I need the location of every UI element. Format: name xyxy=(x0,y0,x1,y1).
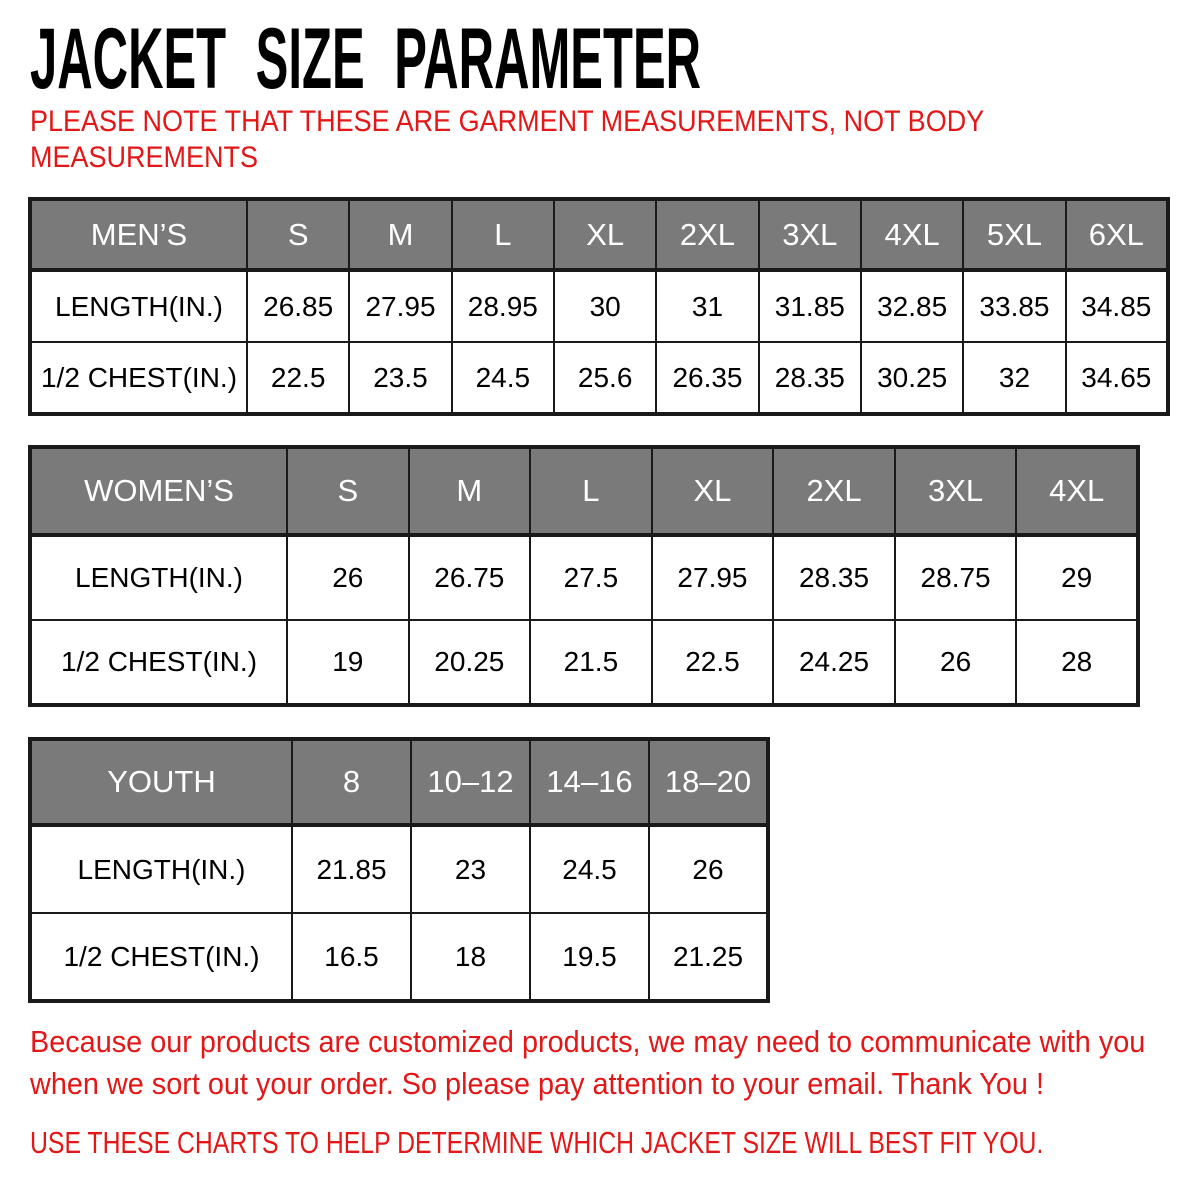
size-header-cell: M xyxy=(349,199,451,270)
footer-communication-line-1: Because our products are customized products, we may need to communicate with you xyxy=(30,1024,1146,1059)
value-cell: 24.5 xyxy=(530,825,649,913)
table-row xyxy=(30,620,1138,705)
value-cell: 23.5 xyxy=(349,342,451,414)
value-cell: 24.5 xyxy=(452,342,554,414)
size-header-cell: 5XL xyxy=(963,199,1065,270)
size-header-cell: 3XL xyxy=(759,199,861,270)
value-cell: 33.85 xyxy=(963,270,1065,342)
womens-size-table xyxy=(28,445,1140,707)
value-cell: 32.85 xyxy=(861,270,963,342)
value-cell: 34.65 xyxy=(1066,342,1168,414)
value-cell: 30 xyxy=(554,270,656,342)
value-cell: 21.85 xyxy=(292,825,411,913)
value-cell: 24.25 xyxy=(773,620,895,705)
note-line-2: MEASUREMENTS xyxy=(30,141,259,174)
size-header-cell: 4XL xyxy=(861,199,963,270)
size-header-cell: 4XL xyxy=(1016,447,1138,535)
size-header-cell: 14–16 xyxy=(530,739,649,825)
table-row xyxy=(30,270,1168,342)
row-label: LENGTH(IN.) xyxy=(30,270,247,342)
row-label: 1/2 CHEST(IN.) xyxy=(30,342,247,414)
table-row xyxy=(30,535,1138,620)
value-cell: 23 xyxy=(411,825,530,913)
footer-usage-note: USE THESE CHARTS TO HELP DETERMINE WHICH JACKET SIZE WILL BEST FIT YOU. xyxy=(30,1125,1044,1160)
footer-communication-line-2: when we sort out your order. So please pay attention to your email. Thank You ! xyxy=(30,1066,1044,1101)
value-cell: 27.95 xyxy=(652,535,774,620)
value-cell: 32 xyxy=(963,342,1065,414)
youth-table-title: YOUTH xyxy=(30,739,292,825)
table-row xyxy=(30,342,1168,414)
size-header-cell: XL xyxy=(554,199,656,270)
value-cell: 21.25 xyxy=(649,913,768,1001)
value-cell: 29 xyxy=(1016,535,1138,620)
value-cell: 18 xyxy=(411,913,530,1001)
value-cell: 21.5 xyxy=(530,620,652,705)
table-row xyxy=(30,825,768,913)
value-cell: 30.25 xyxy=(861,342,963,414)
value-cell: 26 xyxy=(895,620,1017,705)
value-cell: 26.85 xyxy=(247,270,349,342)
row-label: LENGTH(IN.) xyxy=(30,825,292,913)
value-cell: 19.5 xyxy=(530,913,649,1001)
size-header-cell: 10–12 xyxy=(411,739,530,825)
value-cell: 28.35 xyxy=(773,535,895,620)
value-cell: 26.35 xyxy=(656,342,758,414)
value-cell: 22.5 xyxy=(652,620,774,705)
header-row xyxy=(30,739,768,825)
note-line-1: PLEASE NOTE THAT THESE ARE GARMENT MEASUREMENTS, NOT BODY xyxy=(30,105,985,138)
size-header-cell: 8 xyxy=(292,739,411,825)
value-cell: 31.85 xyxy=(759,270,861,342)
size-header-cell: XL xyxy=(652,447,774,535)
footer-communication-note xyxy=(30,1021,1145,1105)
youth-size-table xyxy=(28,737,770,1003)
value-cell: 26 xyxy=(287,535,409,620)
row-label: LENGTH(IN.) xyxy=(30,535,287,620)
value-cell: 27.5 xyxy=(530,535,652,620)
size-header-cell: 18–20 xyxy=(649,739,768,825)
size-header-cell: 2XL xyxy=(773,447,895,535)
value-cell: 34.85 xyxy=(1066,270,1168,342)
value-cell: 28 xyxy=(1016,620,1138,705)
value-cell: 26 xyxy=(649,825,768,913)
size-header-cell: S xyxy=(287,447,409,535)
value-cell: 26.75 xyxy=(409,535,531,620)
value-cell: 31 xyxy=(656,270,758,342)
value-cell: 20.25 xyxy=(409,620,531,705)
value-cell: 27.95 xyxy=(349,270,451,342)
mens-table-title: MEN’S xyxy=(30,199,247,270)
value-cell: 28.35 xyxy=(759,342,861,414)
womens-table-title: WOMEN’S xyxy=(30,447,287,535)
value-cell: 16.5 xyxy=(292,913,411,1001)
size-header-cell: 6XL xyxy=(1066,199,1168,270)
header-row xyxy=(30,447,1138,535)
value-cell: 19 xyxy=(287,620,409,705)
size-header-cell: L xyxy=(452,199,554,270)
table-row xyxy=(30,913,768,1001)
value-cell: 25.6 xyxy=(554,342,656,414)
value-cell: 22.5 xyxy=(247,342,349,414)
header-row xyxy=(30,199,1168,270)
value-cell: 28.95 xyxy=(452,270,554,342)
size-header-cell: L xyxy=(530,447,652,535)
size-header-cell: 2XL xyxy=(656,199,758,270)
size-header-cell: M xyxy=(409,447,531,535)
mens-size-table xyxy=(28,197,1170,416)
garment-measurement-note xyxy=(30,104,984,176)
size-header-cell: 3XL xyxy=(895,447,1017,535)
page-title: JACKET SIZE PARAMETER xyxy=(30,11,702,107)
row-label: 1/2 CHEST(IN.) xyxy=(30,620,287,705)
row-label: 1/2 CHEST(IN.) xyxy=(30,913,292,1001)
size-header-cell: S xyxy=(247,199,349,270)
value-cell: 28.75 xyxy=(895,535,1017,620)
